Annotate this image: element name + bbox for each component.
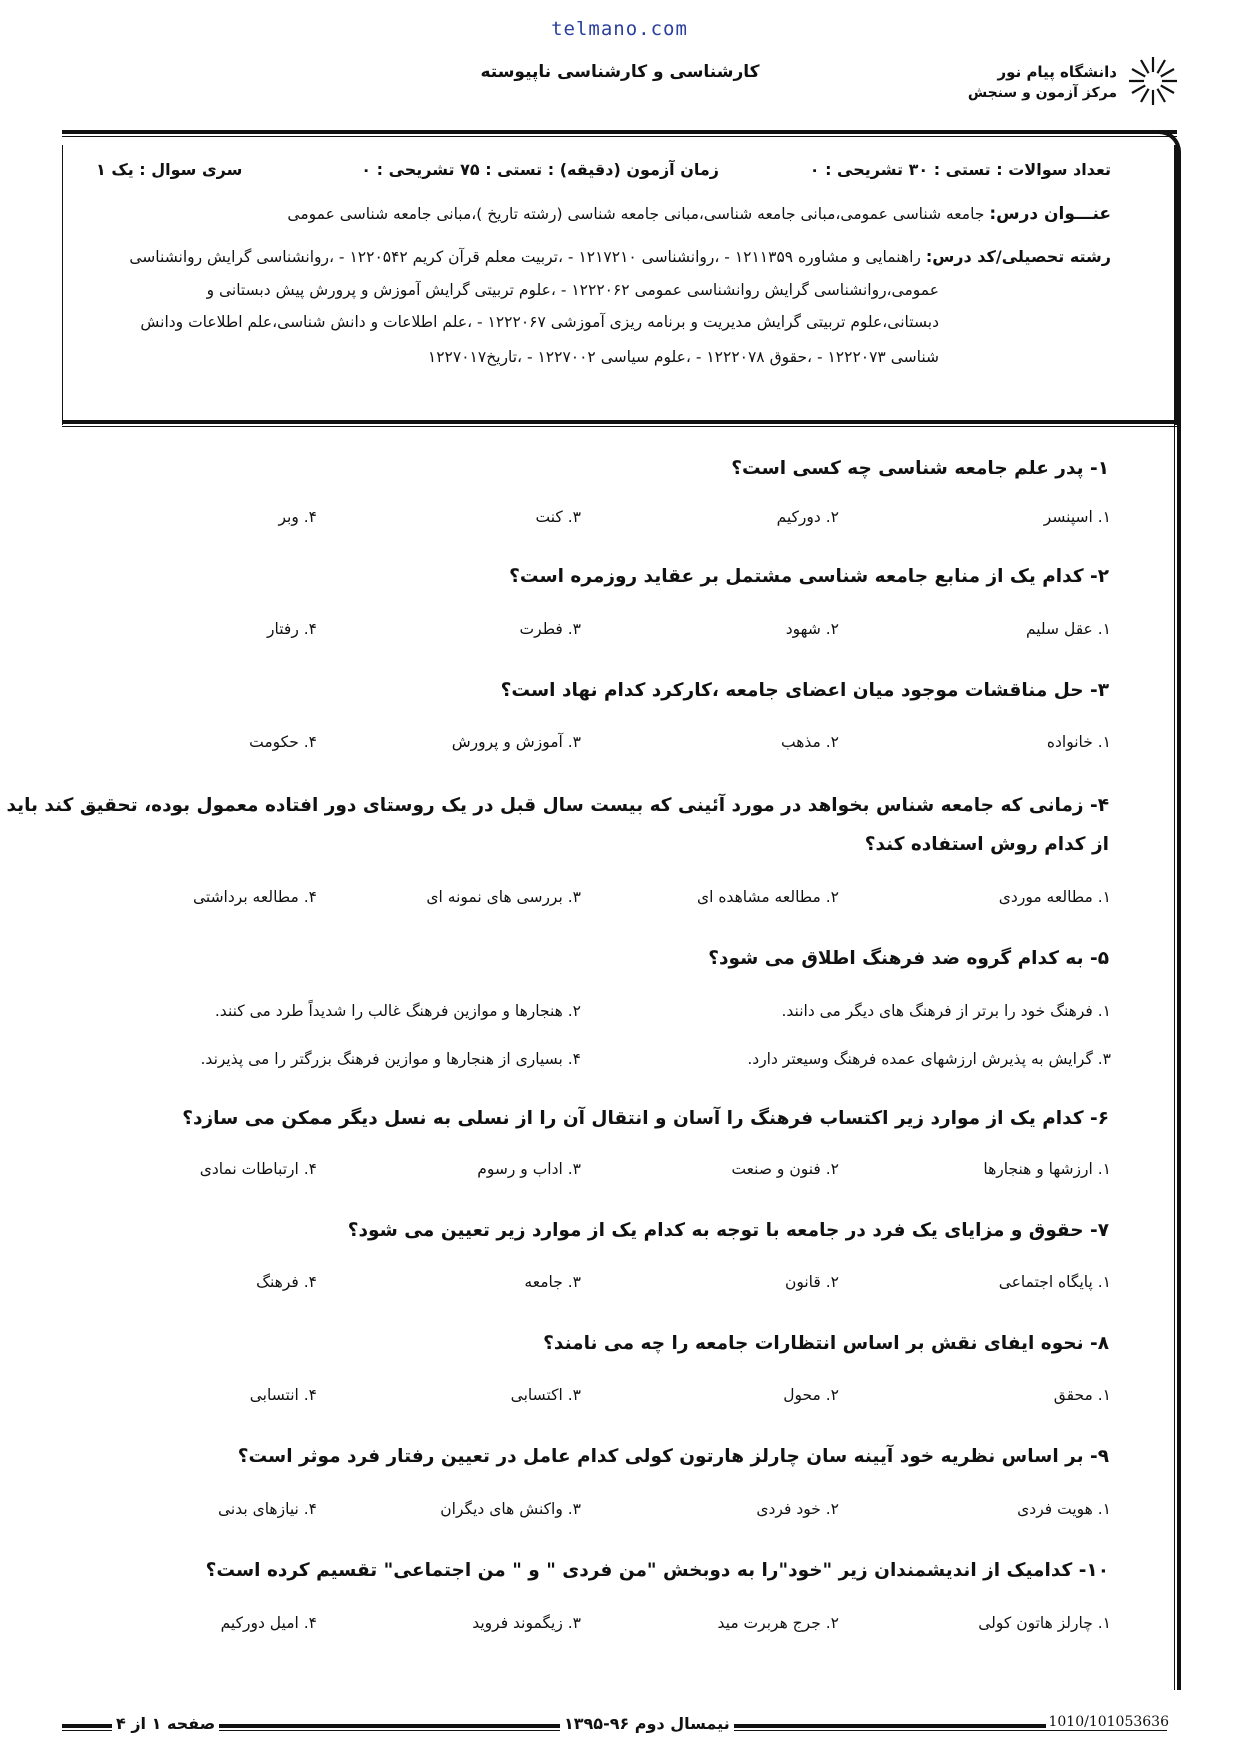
q10-option-4[interactable]: ۴. امیل دورکیم xyxy=(220,1614,317,1632)
q9-option-4[interactable]: ۴. نیازهای بدنی xyxy=(217,1500,317,1518)
course-title-line xyxy=(287,204,1111,224)
question-4: ۴- زمانی که جامعه شناس بخواهد در مورد آئینی که بیست سال قبل در یک روستای دور افتاده معمول بوده، تحقیق کند باید xyxy=(6,795,1109,816)
question-7: ۷- حقوق و مزایای یک فرد در جامعه با توجه به کدام یک از موارد زیر تعیین می شود؟ xyxy=(347,1220,1109,1241)
university-name: دانشگاه پیام نور xyxy=(997,63,1117,81)
q5-option-3[interactable]: ۳. گرایش به پذیرش ارزشهای عمده فرهنگ وسیعتر دارد. xyxy=(747,1050,1111,1068)
q7-option-3[interactable]: ۳. جامعه xyxy=(524,1273,581,1291)
info-box-bottom-rule xyxy=(62,420,1177,424)
q2-option-4[interactable]: ۴. رفتار xyxy=(267,620,317,638)
q5-option-2[interactable]: ۲. هنجارها و موازین فرهنگ غالب را شدیداً طرد می کنند. xyxy=(214,1002,581,1020)
q8-option-1[interactable]: ۱. محقق xyxy=(1053,1386,1111,1404)
q7-option-4[interactable]: ۴. فرهنگ xyxy=(256,1273,317,1291)
q2-option-1[interactable]: ۱. عقل سلیم xyxy=(1025,620,1111,638)
question-4-continued: از کدام روش استفاده کند؟ xyxy=(864,834,1109,855)
q1-option-4[interactable]: ۴. وبر xyxy=(278,508,317,526)
q3-option-2[interactable]: ۲. مذهب xyxy=(780,733,839,751)
page-number: صفحه ۱ از ۴ xyxy=(112,1714,219,1733)
document-code: 1010/101053636 xyxy=(1048,1714,1169,1730)
q9-option-2[interactable]: ۲. خود فردی xyxy=(756,1500,839,1518)
question-5: ۵- به کدام گروه ضد فرهنگ اطلاق می شود؟ xyxy=(708,948,1109,969)
q9-option-3[interactable]: ۳. واکنش های دیگران xyxy=(440,1500,581,1518)
course-field-line-3: دبستانی،علوم تربیتی گرایش مدیریت و برنامه ریزی آموزشی ۱۲۲۲۰۶۷ - ،علم اطلاعات و دانش شناسی،علم اطلاعات ودانش xyxy=(140,313,939,331)
course-title-label: عنـــوان درس: xyxy=(989,204,1111,224)
q6-option-2[interactable]: ۲. فنون و صنعت xyxy=(731,1160,839,1178)
course-field-label: رشته تحصیلی/کد درس: xyxy=(925,247,1111,266)
question-3: ۳- حل مناقشات موجود میان اعضای جامعه ،کارکرد کدام نهاد است؟ xyxy=(500,680,1109,701)
q3-option-3[interactable]: ۳. آموزش و پرورش xyxy=(451,733,581,751)
q10-option-2[interactable]: ۲. جرج هربرت مید xyxy=(717,1614,839,1632)
university-logo xyxy=(909,55,1179,115)
question-2: ۲- کدام یک از منابع جامعه شناسی مشتمل بر عقاید روزمره است؟ xyxy=(509,566,1109,587)
q1-option-1[interactable]: ۱. اسپنسر xyxy=(1043,508,1111,526)
course-field-line-2: عمومی،روانشناسی گرایش روانشناسی عمومی ۱۲۲۲۰۶۲ - ،علوم تربیتی گرایش آموزش و پرورش پیش دبستانی و xyxy=(206,281,939,299)
q8-option-2[interactable]: ۲. محول xyxy=(783,1386,839,1404)
exam-time: زمان آزمون (دقیقه) : تستی : ۷۵ تشریحی : ۰ xyxy=(361,160,719,179)
q6-option-1[interactable]: ۱. ارزشها و هنجارها xyxy=(983,1160,1111,1178)
course-field-line-4: شناسی ۱۲۲۲۰۷۳ - ،حقوق ۱۲۲۲۰۷۸ - ،علوم سیاسی ۱۲۲۷۰۰۲ - ،تاریخ۱۲۲۷۰۱۷ xyxy=(427,348,939,366)
q4-option-4[interactable]: ۴. مطالعه برداشتی xyxy=(192,888,317,906)
q1-option-3[interactable]: ۳. کنت xyxy=(535,508,581,526)
sunburst-logo-icon xyxy=(1127,55,1179,107)
site-watermark: telmano.com xyxy=(551,18,688,40)
question-10: ۱۰- کدامیک از اندیشمندان زیر "خود"را به دوبخش "من فردی " و " من اجتماعی" تقسیم کرده است؟ xyxy=(205,1560,1109,1581)
semester-label: نیمسال دوم ۹۶-۱۳۹۵ xyxy=(560,1714,734,1733)
course-field-value-1: راهنمایی و مشاوره ۱۲۱۱۳۵۹ - ،روانشناسی ۱۲۱۷۲۱۰ - ،تربیت معلم قرآن کریم ۱۲۲۰۵۴۲ - ،روانشناسی گرایش روانشناسی xyxy=(129,248,921,266)
q2-option-3[interactable]: ۳. فطرت xyxy=(519,620,581,638)
q8-option-3[interactable]: ۳. اکتسابی xyxy=(510,1386,581,1404)
question-count: تعداد سوالات : تستی : ۳۰ تشریحی : ۰ xyxy=(809,160,1111,179)
q8-option-4[interactable]: ۴. انتسابی xyxy=(249,1386,317,1404)
q4-option-1[interactable]: ۱. مطالعه موردی xyxy=(998,888,1111,906)
q4-option-3[interactable]: ۳. بررسی های نمونه ای xyxy=(426,888,581,906)
q7-option-2[interactable]: ۲. قانون xyxy=(784,1273,839,1291)
q3-option-4[interactable]: ۴. حکومت xyxy=(249,733,317,751)
q10-option-3[interactable]: ۳. زیگموند فروید xyxy=(472,1614,581,1632)
q9-option-1[interactable]: ۱. هویت فردی xyxy=(1017,1500,1111,1518)
q5-option-4[interactable]: ۴. بسیاری از هنجارها و موازین فرهنگ بزرگتر را می پذیرند. xyxy=(200,1050,581,1068)
question-1: ۱- پدر علم جامعه شناسی چه کسی است؟ xyxy=(731,458,1109,479)
q1-option-2[interactable]: ۲. دورکیم xyxy=(776,508,839,526)
q5-option-1[interactable]: ۱. فرهنگ خود را برتر از فرهنگ های دیگر می دانند. xyxy=(781,1002,1111,1020)
frame-top-rule-thin xyxy=(62,136,1177,137)
frame-top-rule xyxy=(62,130,1177,134)
exam-level-title: کارشناسی و کارشناسی ناپیوسته xyxy=(480,62,760,82)
frame-right-rule xyxy=(1177,160,1181,1690)
question-8: ۸- نحوه ایفای نقش بر اساس انتظارات جامعه را چه می نامند؟ xyxy=(543,1333,1109,1354)
center-name: مرکز آزمون و سنجش xyxy=(967,85,1117,101)
course-title-value: جامعه شناسی عمومی،مبانی جامعه شناسی،مبانی جامعه شناسی (رشته تاریخ )،مبانی جامعه شناسی عمومی xyxy=(287,205,985,223)
q4-option-2[interactable]: ۲. مطالعه مشاهده ای xyxy=(696,888,839,906)
q10-option-1[interactable]: ۱. چارلز هاتون کولی xyxy=(978,1614,1111,1632)
question-series: سری سوال : یک ۱ xyxy=(96,160,243,179)
q3-option-1[interactable]: ۱. خانواده xyxy=(1046,733,1111,751)
question-9: ۹- بر اساس نظریه خود آیینه سان چارلز هارتون کولی کدام عامل در تعیین رفتار فرد موثر است؟ xyxy=(237,1446,1109,1467)
info-box-bottom-rule-thin xyxy=(62,426,1177,427)
course-field-line-1 xyxy=(129,247,1111,266)
q2-option-2[interactable]: ۲. شهود xyxy=(785,620,839,638)
q7-option-1[interactable]: ۱. پایگاه اجتماعی xyxy=(998,1273,1111,1291)
q6-option-3[interactable]: ۳. اداب و رسوم xyxy=(477,1160,581,1178)
q6-option-4[interactable]: ۴. ارتباطات نمادی xyxy=(199,1160,317,1178)
question-6: ۶- کدام یک از موارد زیر اکتساب فرهنگ را آسان و انتقال آن را از نسلی به نسل دیگر ممکن می سازد؟ xyxy=(182,1108,1109,1129)
